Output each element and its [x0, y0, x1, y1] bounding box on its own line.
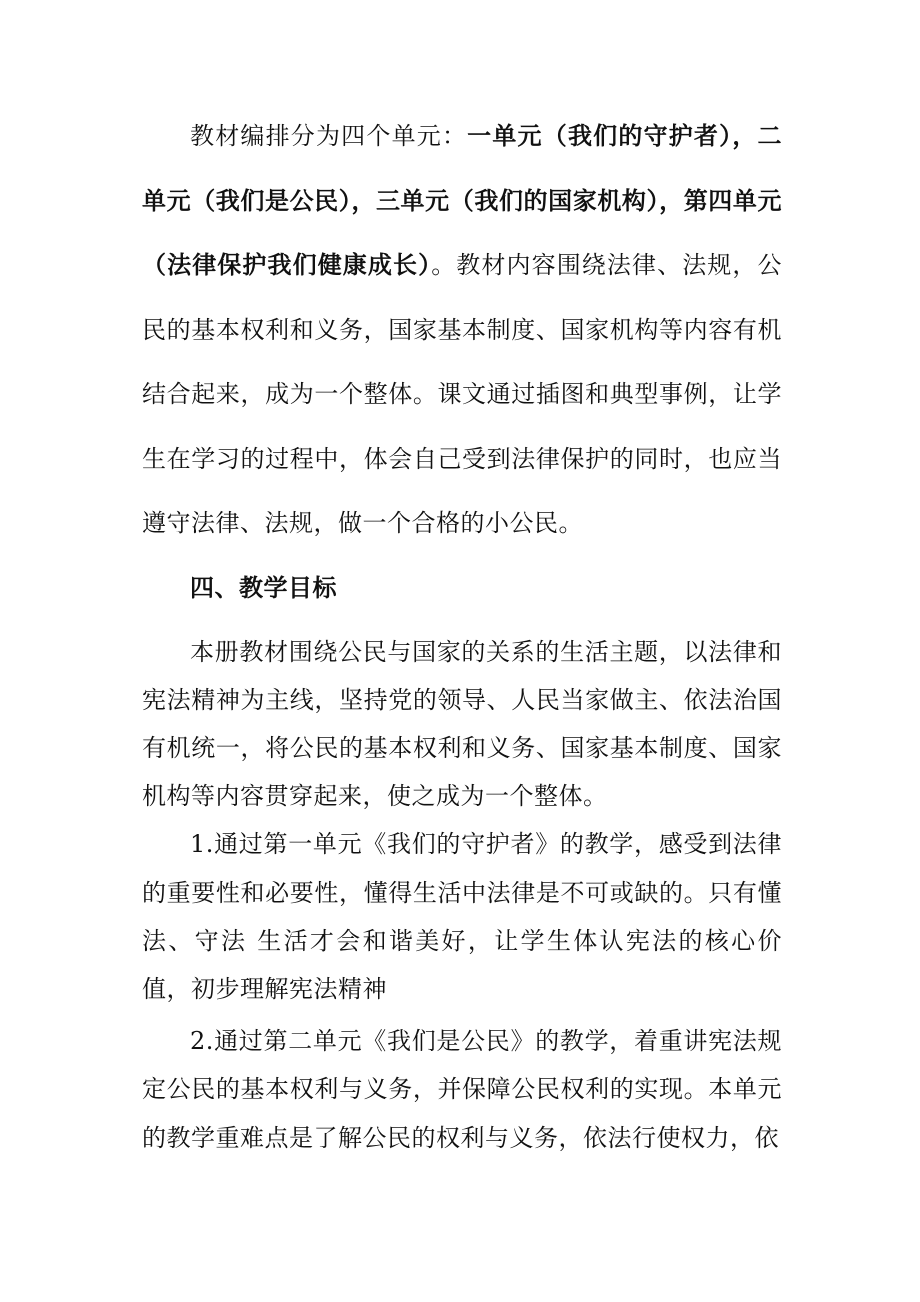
goal-1-paragraph: 1.通过第一单元《我们的守护者》的教学，感受到法律的重要性和必要性，懂得生活中法律是不可或缺的。只有懂法、守法 生活才会和谐美好，让学生体认宪法的核心价值，初步理解宪法精神: [142, 830, 782, 1003]
goals-intro-paragraph: 本册教材围绕公民与国家的关系的生活主题，以法律和宪法精神为主线，坚持党的领导、人民当家做主、依法治国有机统一，将公民的基本权利和义务、国家基本制度、国家机构等内容贯穿起来，使之成为一个整体。: [142, 637, 782, 811]
section-heading: 四、教学目标: [190, 572, 337, 602]
units-intro-lead: 教材编排分为四个单元：: [190, 122, 468, 150]
goal-2-paragraph: 2.通过第二单元《我们是公民》的教学，着重讲宪法规定公民的基本权利与义务，并保障公民权利的实现。本单元的教学重难点是了解公民的权利与义务，依法行使权力，依: [142, 1027, 782, 1152]
document-page: [142, 104, 782, 1162]
units-list-bold: 一单元（我们的守护者），二单元（我们是公民），三单元（我们的国家机构），第四单元（法律保护我们健康成长）: [142, 121, 783, 279]
units-intro-rest: 。教材内容围绕法律、法规，公民的基本权利和义务，国家基本制度、国家机构等内容有机结合起来，成为一个整体。课文通过插图和典型事例，让学生在学习的过程中，体会自己受到法律保护的同时，也应当遵守法律、法规，做一个合格的小公民。: [142, 251, 783, 537]
units-intro-paragraph: [142, 104, 782, 556]
